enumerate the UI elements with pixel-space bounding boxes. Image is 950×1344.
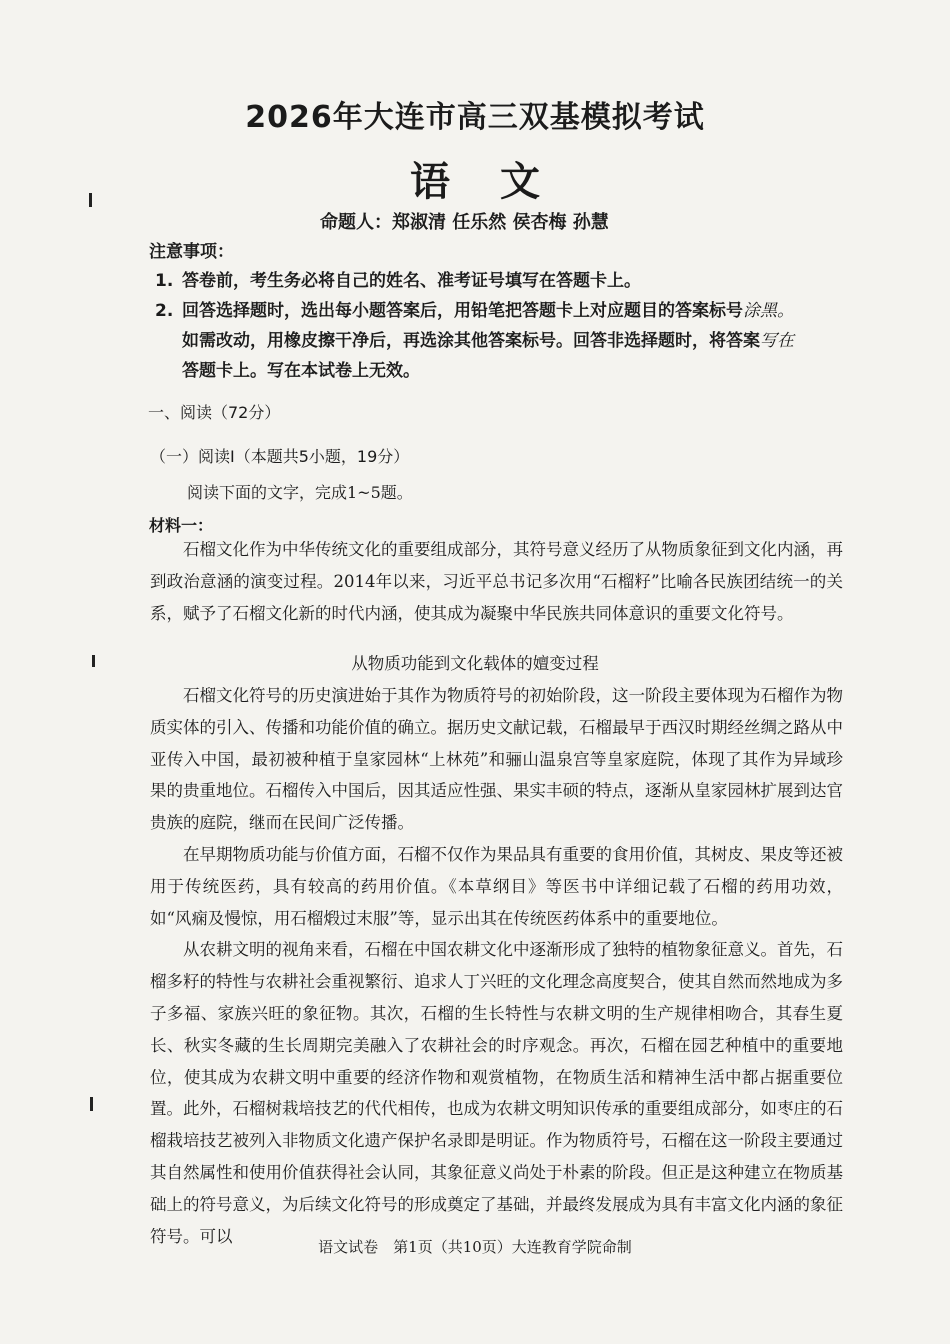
notice-item-number: 1.: [155, 271, 174, 291]
exam-title: 2026年大连市高三双基模拟考试: [245, 100, 705, 135]
notice-item-text: 回答选择题时，选出每小题答案后，用铅笔把答题卡上对应题目的答案标号: [182, 301, 743, 321]
page-footer: 语文试卷 第1页（共10页）大连教育学院命制: [318, 1238, 632, 1256]
question-setters: 命题人：郑淑清 任乐然 侯杏梅 孙慧: [320, 212, 609, 233]
paragraph: 石榴文化作为中华传统文化的重要组成部分，其符号意义经历了从物质象征到文化内涵，再到政治意涵的演变过程。2014年以来，习近平总书记多次用“石榴籽”比喻各民族团结统一的关系，赋予了石榴文化新的时代内涵，使其成为凝聚中华民族共同体意识的重要文化符号。: [150, 540, 843, 623]
notice-item-1: [155, 266, 845, 296]
paragraph: 从农耕文明的视角来看，石榴在中国农耕文化中逐渐形成了独特的植物象征意义。首先，石榴多籽的特性与农耕社会重视繁衍、追求人丁兴旺的文化理念高度契合，使其自然而然地成为多子多福、家族兴旺的象征物。其次，石榴的生长特性与农耕文明的生产规律相吻合，其春生夏长、秋实冬藏的生长周期完美融入了农耕社会的时序观念。再次，石榴在园艺种植中的重要地位，使其成为农耕文明中重要的经济作物和观赏植物，在物质生活和精神生活中都占据重要位置。此外，石榴树栽培技艺的代代相传，也成为农耕文明知识传承的重要组成部分，如枣庄的石榴栽培技艺被列入非物质文化遗产保护名录即是明证。作为物质符号，石榴在这一阶段主要通过其自然属性和使用价值获得社会认同，其象征意义尚处于朴素的阶段。但正是这种建立在物质基础上的符号意义，为后续文化符号的形成奠定了基础，并最终发展成为具有丰富文化内涵的象征符号。可以: [150, 940, 843, 1246]
reading-instruction: 阅读下面的文字，完成1~5题。: [187, 483, 413, 502]
notice-item-text: 如需改动，用橡皮擦干净后，再选涂其他答案标号。回答非选择题时，将答案: [182, 331, 760, 351]
scan-mark: [90, 1097, 93, 1111]
handwritten-text: 写在: [760, 331, 794, 351]
subsection-heading: （一）阅读Ⅰ（本题共5小题，19分）: [150, 447, 410, 466]
paragraph: 石榴文化符号的历史演进始于其作为物质符号的初始阶段，这一阶段主要体现为石榴作为物质实体的引入、传播和功能价值的确立。据历史文献记载，石榴最早于西汉时期经丝绸之路从中亚传入中国，最初被种植于皇家园林“上林苑”和骊山温泉宫等皇家庭院，体现了其作为异域珍果的贵重地位。石榴传入中国后，因其适应性强、果实丰硕的特点，逐渐从皇家园林扩展到达官贵族的庭院，继而在民间广泛传播。: [150, 686, 843, 833]
notice-item-number: 2.: [155, 301, 174, 321]
article-body: [150, 680, 843, 1252]
paragraph: 在早期物质功能与价值方面，石榴不仅作为果品具有重要的食用价值，其树皮、果皮等还被用于传统医药，具有较高的药用价值。《本草纲目》等医书中详细记载了石榴的药用功效，如“风痫及慢惊，用石榴煅过末服”等，显示出其在传统医药体系中的重要地位。: [150, 844, 843, 928]
handwritten-text: 涂黑。: [743, 301, 794, 321]
notice-item-text: 答题卡上。写在本试卷上无效。: [182, 361, 420, 381]
section-heading: 一、阅读（72分）: [148, 403, 281, 422]
subject-title: 语 文: [410, 159, 540, 205]
notice-item-text: 答卷前，考生务必将自己的姓名、准考证号填写在答题卡上。: [182, 271, 641, 291]
intro-paragraph: [150, 534, 843, 629]
material-label: 材料一：: [149, 516, 214, 535]
notice-item-2: [155, 296, 845, 386]
notice-heading: 注意事项：: [149, 242, 234, 262]
article-subheading: 从物质功能到文化载体的嬗变过程: [351, 654, 599, 673]
